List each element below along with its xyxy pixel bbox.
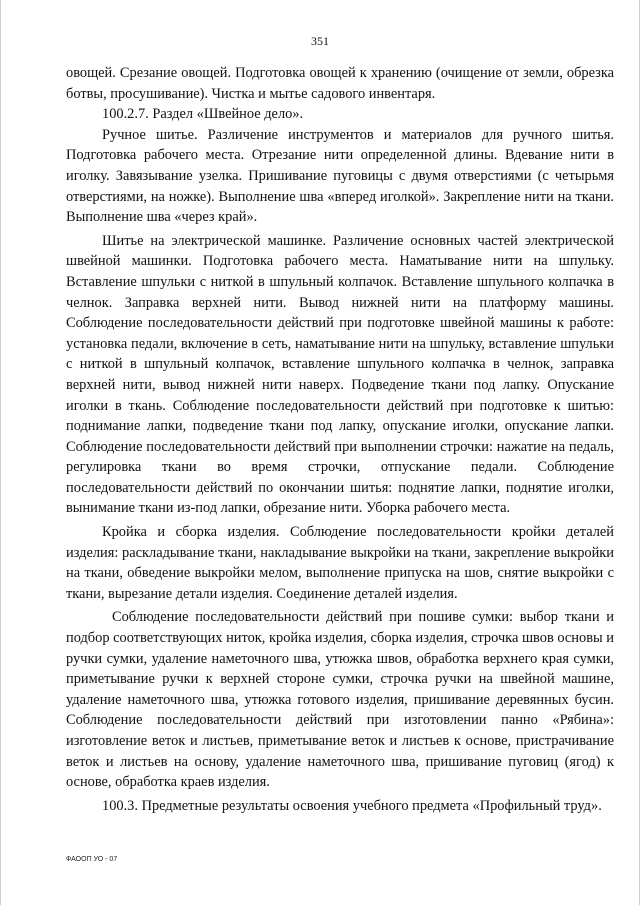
paragraph-subject-results: 100.3. Предметные результаты освоения учебного предмета «Профильный труд». — [102, 797, 602, 814]
paragraph-continuation: овощей. Срезание овощей. Подготовка овощей к хранению (очищение от земли, обрезка ботвы, просушивание). Чистка и мытье садового инвентаря. — [66, 65, 614, 102]
section-heading: 100.2.7. Раздел «Швейное дело». — [102, 106, 304, 123]
paragraph-hand-sewing: Ручное шитье. Различение инструментов и материалов для ручного шитья. Подготовка рабочего места. Отрезание нити определенной длины. Вдевание нити в иголку. Завязывание узелка. Пришивание пуговицы с двумя отверстиями (с четырьмя отверстиями, на ножке). Выполнение шва «вперед иголкой». Закрепление нити на ткани. Выполнение шва «через край». — [66, 126, 614, 226]
page-number: 351 — [311, 34, 329, 48]
footer-code: ФАООП УО - 07 — [66, 856, 118, 863]
paragraph-machine-sewing: Шитье на электрической машинке. Различение основных частей электрической швейной машинки. Подготовка рабочего места. Наматывание нити на шпульку. Вставление шпульки с ниткой в шпульный колпачок. Вставление шпульного колпачка в челнок. Заправка верхней нити. Вывод нижней нити на платформу машины. Соблюдение последовательности действий при подготовке швейной машины к работе: установка педали, включение в сеть, наматывание нити на шпульку, вставление шпульки с ниткой в шпульный колпачок, вставление шпульного колпачка в челнок, заправка верхней нити, вывод нижней нити наверх. Подведение ткани под лапку. Опускание иголки в ткань. Соблюдение последовательности действий при подготовке к шитью: поднимание лапки, подведение ткани под лапку, опускание иголки, опускание лапки. Соблюдение последовательности действий при выполнении строчки: нажатие на педаль, регулировка ткани во время строчки, отпускание педали. Соблюдение последовательности действий по окончании шитья: поднятие лапки, поднятие иголки, вынимание ткани из-под лапки, обрезание нити. Уборка рабочего места. — [66, 232, 614, 517]
paragraph-bag-sewing: Соблюдение последовательности действий при пошиве сумки: выбор ткани и подбор соответствующих ниток, кройка изделия, сборка изделия, строчка швов основы и ручки сумки, удаление наметочного шва, утюжка швов, обработка верхнего края сумки, приметывание ручки к верхней стороне сумки, строчка ручки на швейной машине, удаление наметочного шва, утюжка готового изделия, пришивание деревянных бусин. Соблюдение последовательности действий при изготовлении панно «Рябина»: изготовление веток и листьев, приметывание веток и листьев к основе, пристрачивание веток и листьев на основу, удаление наметочного шва, пришивание пуговиц (ягод) к основе, обработка краев изделия. — [66, 609, 614, 791]
document-body — [66, 63, 614, 816]
paragraph-cutting-assembly: Кройка и сборка изделия. Соблюдение последовательности кройки деталей изделия: раскладывание ткани, накладывание выкройки на ткани, закрепление выкройки на ткани, обведение выкройки мелом, выполнение припуска на шов, снятие выкройки с ткани, вырезание детали изделия. Соединение деталей изделия. — [66, 524, 614, 602]
